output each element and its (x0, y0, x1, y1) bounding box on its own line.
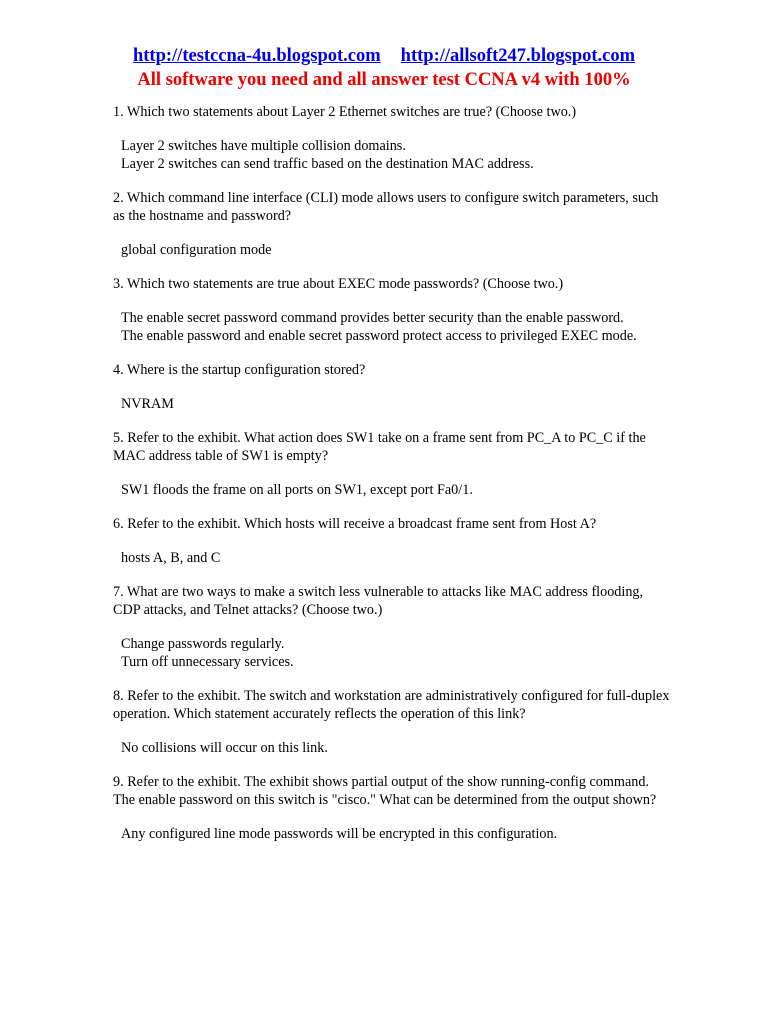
question-item (113, 583, 673, 671)
header-tagline: All software you need and all answer test CCNA v4 with 100% (137, 70, 631, 90)
question-text: 5. Refer to the exhibit. What action does SW1 take on a frame sent from PC_A to PC_C if the MAC address table of SW1 is empty? (113, 430, 646, 464)
answer-text: No collisions will occur on this link. (121, 740, 328, 756)
question-text: 7. What are two ways to make a switch less vulnerable to attacks like MAC address flooding, CDP attacks, and Telnet attacks? (Choose two.) (113, 584, 644, 618)
question-item (113, 275, 673, 345)
answer-text: The enable secret password command provides better security than the enable password. (121, 310, 624, 326)
answer-text: Layer 2 switches can send traffic based on the destination MAC address. (121, 156, 534, 172)
answer-text: Layer 2 switches have multiple collision domains. (121, 138, 406, 154)
page-header (0, 44, 768, 92)
question-text: 9. Refer to the exhibit. The exhibit shows partial output of the show running-config command. The enable password on this switch is "cisco." What can be determined from the output shown? (113, 774, 657, 808)
question-text: 6. Refer to the exhibit. Which hosts will receive a broadcast frame sent from Host A? (113, 516, 597, 532)
question-item (113, 429, 673, 499)
answer-text: hosts A, B, and C (121, 550, 221, 566)
question-item (113, 687, 673, 757)
link-testccna[interactable]: http://testccna-4u.blogspot.com (132, 46, 381, 66)
question-text: 1. Which two statements about Layer 2 Ethernet switches are true? (Choose two.) (113, 104, 577, 120)
answer-text: SW1 floods the frame on all ports on SW1, except port Fa0/1. (121, 482, 473, 498)
answer-text: NVRAM (121, 396, 174, 412)
answer-text: global configuration mode (121, 242, 272, 258)
answer-text: Change passwords regularly. (121, 636, 285, 652)
question-list (113, 103, 673, 859)
answer-text: Any configured line mode passwords will be encrypted in this configuration. (121, 826, 558, 842)
question-text: 2. Which command line interface (CLI) mode allows users to configure switch parameters, such as the hostname and password? (113, 190, 659, 224)
question-text: 3. Which two statements are true about EXEC mode passwords? (Choose two.) (113, 276, 564, 292)
question-item (113, 189, 673, 259)
question-item (113, 515, 673, 567)
question-item (113, 773, 673, 843)
question-item (113, 103, 673, 173)
question-text: 4. Where is the startup configuration stored? (113, 362, 366, 378)
question-text: 8. Refer to the exhibit. The switch and workstation are administratively configured for full-duplex operation. Which statement accurately reflects the operation of this link? (113, 688, 670, 722)
header-links (0, 44, 768, 68)
link-allsoft[interactable]: http://allsoft247.blogspot.com (400, 46, 636, 66)
answer-text: Turn off unnecessary services. (121, 654, 294, 670)
question-item (113, 361, 673, 413)
answer-text: The enable password and enable secret password protect access to privileged EXEC mode. (121, 328, 637, 344)
